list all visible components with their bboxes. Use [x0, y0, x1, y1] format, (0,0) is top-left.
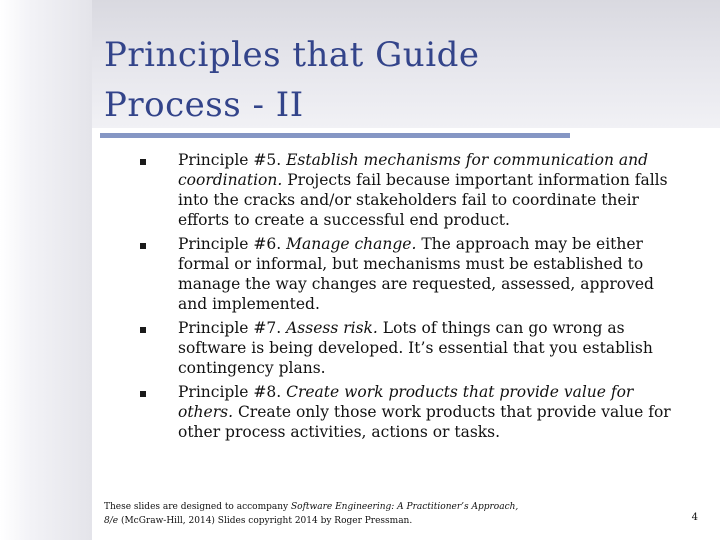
bullet-line: into the cracks and/or stakeholders fail to coordinate their	[178, 191, 639, 209]
slide-title-line-1: Principles that Guide	[104, 35, 480, 75]
bullet-line	[178, 382, 688, 402]
footer-credit	[104, 500, 664, 528]
bullet-marker	[140, 159, 146, 165]
bullet-text	[178, 234, 688, 314]
slide-title	[104, 30, 664, 130]
text-run: Principle #6.	[178, 235, 287, 253]
bullet-line	[178, 170, 688, 190]
emphasis-run: Manage change.	[286, 235, 417, 253]
page-number: 4	[691, 512, 698, 523]
emphasis-run: Assess risk.	[286, 319, 378, 337]
footer-line	[104, 514, 664, 528]
bullet-text	[178, 150, 688, 230]
bullet-line	[178, 234, 688, 254]
text-run: (McGraw-Hill, 2014) Slides copyright 2014 by Roger Pressman.	[118, 516, 413, 526]
bullet-line: efforts to create a successful end product.	[178, 211, 510, 229]
background-left-band	[0, 0, 92, 540]
text-run: Principle #7.	[178, 319, 287, 337]
text-run: These slides are designed to accompany	[104, 502, 291, 512]
bullet-line: other process activities, actions or tasks.	[178, 423, 501, 441]
bullet-line: contingency plans.	[178, 359, 326, 377]
bullet-line	[178, 402, 688, 422]
emphasis-run: others.	[178, 403, 234, 421]
bullet-line: software is being developed. It’s essential that you establish	[178, 339, 653, 357]
bullet-marker	[140, 243, 146, 249]
text-run: Lots of things can go wrong as	[377, 319, 625, 337]
bullet-line	[178, 150, 688, 170]
bullet-line: manage the way changes are requested, assessed, approved	[178, 275, 654, 293]
emphasis-run: coordination.	[178, 171, 283, 189]
title-underline	[100, 133, 570, 138]
text-run: The approach may be either	[416, 235, 643, 253]
text-run: Projects fail because important information falls	[282, 171, 668, 189]
text-run: Principle #8.	[178, 383, 287, 401]
slide-title-line-2: Process - II	[104, 85, 304, 125]
emphasis-run: Create work products that provide value for	[286, 383, 634, 401]
text-run: Create only those work products that provide value for	[233, 403, 671, 421]
bullet-marker	[140, 327, 146, 333]
bullet-marker	[140, 391, 146, 397]
bullet-text	[178, 382, 688, 442]
book-title: Software Engineering: A Practitioner’s Approach,	[290, 502, 519, 512]
footer-line	[104, 500, 664, 514]
bullet-line: formal or informal, but mechanisms must be established to	[178, 255, 644, 273]
text-run: Principle #5.	[178, 151, 287, 169]
edition: 8/e	[104, 516, 119, 526]
emphasis-run: Establish mechanisms for communication and	[286, 151, 649, 169]
bullet-line	[178, 318, 688, 338]
bullet-text	[178, 318, 688, 378]
bullet-line: and implemented.	[178, 295, 320, 313]
